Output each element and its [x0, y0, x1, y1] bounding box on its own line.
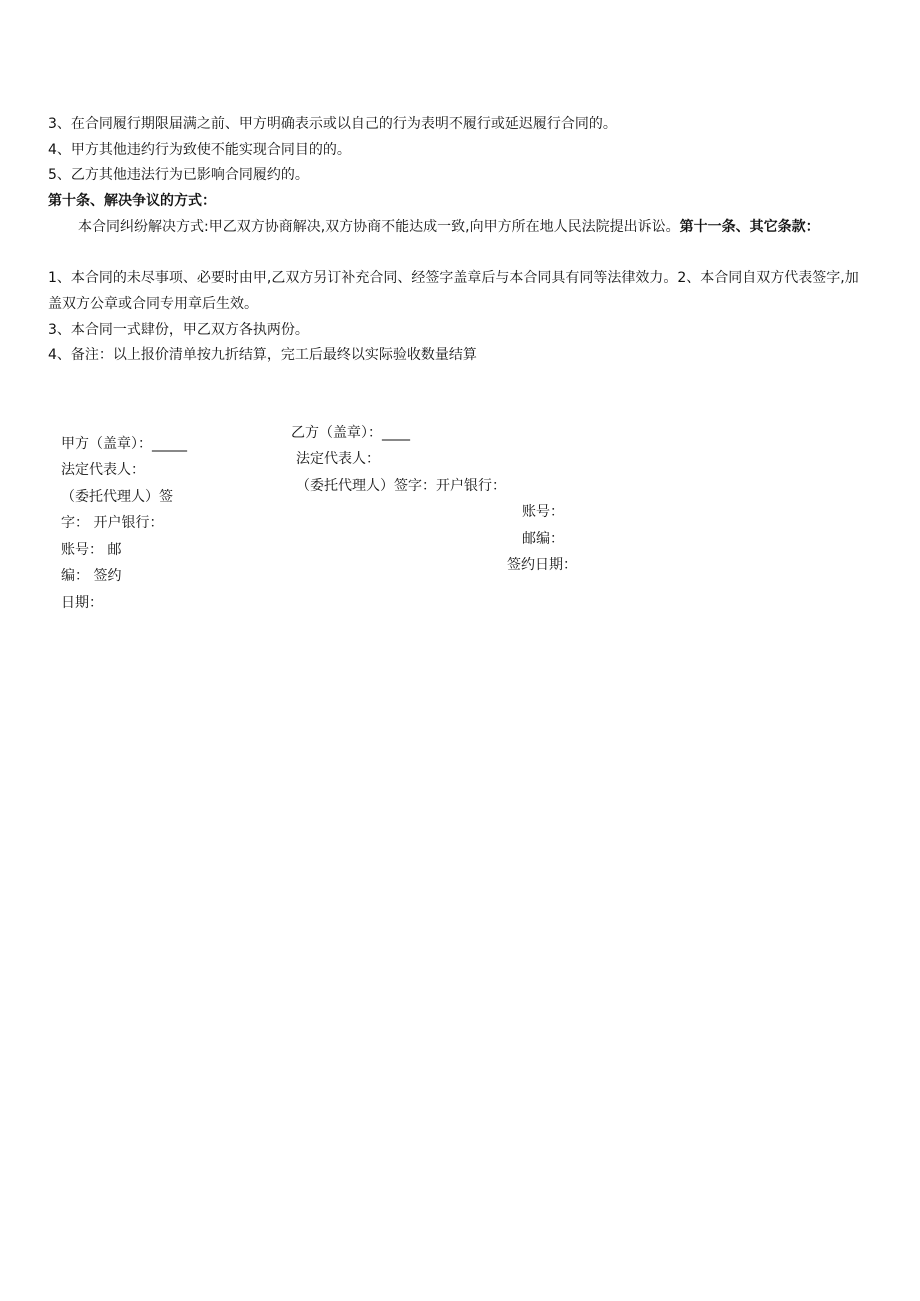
article-11-items-1-2: 1、本合同的未尽事项、必要时由甲,乙双方另订补充合同、经签字盖章后与本合同具有同等法律效力。2、本合同自双方代表签字,加盖双方公章或合同专用章后生效。: [48, 270, 859, 312]
party-a-account: 账号： 邮: [61, 542, 122, 558]
party-a-seal: 甲方（盖章）：_____: [61, 436, 187, 452]
article-11-item-3: 3、本合同一式肆份，甲乙双方各执两份。: [48, 322, 309, 338]
party-a-postcode: 编： 签约: [61, 568, 122, 584]
party-b-date: 签约日期：: [507, 557, 577, 573]
party-a-date: 日期：: [61, 595, 103, 611]
clause-4: 4、甲方其他违约行为致使不能实现合同目的的。: [48, 142, 351, 158]
party-b-agent-bank: （委托代理人）签字：开户银行：: [296, 478, 506, 494]
party-b-postcode: 邮编：: [522, 531, 564, 547]
article-10-body: [48, 214, 860, 240]
clause-5: 5、乙方其他违法行为已影响合同履约的。: [48, 167, 309, 183]
party-b-legal-rep: 法定代表人：: [296, 451, 380, 467]
dispute-resolution-text: 本合同纠纷解决方式:甲乙双方协商解决,双方协商不能达成一致,向甲方所在地人民法院提出诉讼。: [78, 219, 680, 235]
party-b-account: 账号：: [522, 504, 564, 520]
clause-3: 3、在合同履行期限届满之前、甲方明确表示或以自己的行为表明不履行或延迟履行合同的。: [48, 116, 617, 132]
party-a-legal-rep: 法定代表人：: [61, 462, 145, 478]
party-a-bank: 字： 开户银行：: [61, 515, 164, 531]
party-a-agent-sign: （委托代理人）签: [61, 489, 173, 505]
article-11-heading: 第十一条、其它条款：: [679, 219, 820, 235]
article-10-heading: 第十条、解决争议的方式：: [48, 193, 216, 209]
party-b-seal: 乙方（盖章）：____: [291, 425, 410, 441]
article-11-item-4: 4、备注：以上报价清单按九折结算，完工后最终以实际验收数量结算: [48, 347, 477, 363]
